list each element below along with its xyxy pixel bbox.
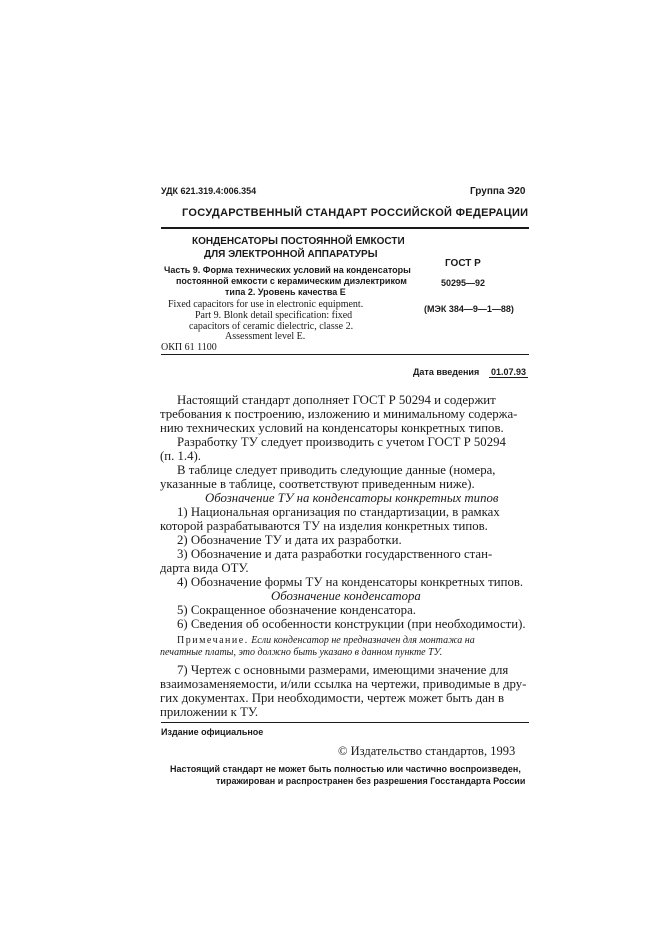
header-rule <box>161 227 529 229</box>
item1-line2: которой разрабатываются ТУ на изделия конкретных типов. <box>160 519 488 533</box>
english-title-line-1: Fixed capacitors for use in electronic equipment. <box>168 299 364 310</box>
copyright-text: Издательство стандартов, 1993 <box>350 744 516 758</box>
copyright-line <box>338 744 515 759</box>
para1-line2: требования к построению, изложению и минимальному содержа- <box>160 407 518 421</box>
item7-line1: 7) Чертеж с основными размерами, имеющими значение для <box>177 663 509 677</box>
title-line-1: КОНДЕНСАТОРЫ ПОСТОЯННОЙ ЕМКОСТИ <box>192 236 405 247</box>
note-line2: печатные платы, это должно быть указано в данном пункте ТУ. <box>160 647 443 658</box>
note-line1 <box>177 635 475 646</box>
item3-line1: 3) Обозначение и дата разработки государственного стан- <box>177 547 493 561</box>
item1-line1: 1) Национальная организация по стандартизации, в рамках <box>177 505 500 519</box>
part-line-3: типа 2. Уровень качества Е <box>225 287 346 297</box>
reproduction-notice-2: тиражирован и распространен без разрешения Госстандарта России <box>216 776 526 786</box>
copyright-icon: © <box>338 744 348 758</box>
reproduction-notice-1: Настоящий стандарт не может быть полностью или частично воспроизведен, <box>170 764 521 774</box>
date-label: Дата введения <box>413 367 480 377</box>
note-text-1: Если конденсатор не предназначен для монтажа на <box>248 635 475 646</box>
iec-reference: (МЭК 384—9—1—88) <box>424 304 514 314</box>
part-line-2: постоянной емкости с керамическим диэлектриком <box>176 276 407 286</box>
group-code: Группа Э20 <box>470 186 526 197</box>
official-edition: Издание официальное <box>161 727 264 737</box>
part-line-1: Часть 9. Форма технических условий на конденсаторы <box>164 265 411 275</box>
title-line-2: ДЛЯ ЭЛЕКТРОННОЙ АППАРАТУРЫ <box>204 249 378 260</box>
gost-label: ГОСТ Р <box>445 258 481 269</box>
english-title-line-2: Part 9. Blonk detail specification: fixed <box>195 310 353 321</box>
item5: 5) Сокращенное обозначение конденсатора. <box>177 603 416 617</box>
item2: 2) Обозначение ТУ и дата их разработки. <box>177 533 402 547</box>
para2-line1: Разработку ТУ следует производить с учетом ГОСТ Р 50294 <box>177 435 506 449</box>
english-title-line-3: capacitors of ceramic dielectric, classe 2. <box>189 321 354 332</box>
title-block-rule <box>161 354 529 355</box>
udk-code: УДК 621.319.4:006.354 <box>161 186 257 196</box>
state-standard-heading: ГОСУДАРСТВЕННЫЙ СТАНДАРТ РОССИЙСКОЙ ФЕДЕРАЦИИ <box>182 207 529 219</box>
para3-line1: В таблице следует приводить следующие данные (номера, <box>177 463 496 477</box>
item7-line2: взаимозаменяемости, и/или ссылка на чертежи, приводимые в дру- <box>160 677 527 691</box>
item7-line3: гих документах. При необходимости, чертеж может быть дан в <box>160 691 504 705</box>
item4: 4) Обозначение формы ТУ на конденсаторы конкретных типов. <box>177 575 524 589</box>
para3-line2: указанные в таблице, соответствуют приведенным ниже). <box>160 477 475 491</box>
subheading-capacitor-designation: Обозначение конденсатора <box>271 589 421 603</box>
subheading-tu-designation: Обозначение ТУ на конденсаторы конкретных типов <box>205 491 499 505</box>
para2-line2: (п. 1.4). <box>160 449 201 463</box>
para1-line3: нию технических условий на конденсаторы конкретных типов. <box>160 421 504 435</box>
item3-line2: дарта вида ОТУ. <box>160 561 249 575</box>
footer-rule <box>161 722 529 723</box>
para1-line1: Настоящий стандарт дополняет ГОСТ Р 50294 и содержит <box>177 393 496 407</box>
item6: 6) Сведения об особенности конструкции (при необходимости). <box>177 617 526 631</box>
item7-line4: приложении к ТУ. <box>160 705 259 719</box>
note-label: Примечание. <box>177 635 249 646</box>
gost-number: 50295—92 <box>441 278 486 288</box>
okp-code: ОКП 61 1100 <box>161 342 217 353</box>
date-value: 01.07.93 <box>491 367 527 377</box>
english-title-line-4: Assessment level E. <box>225 331 306 342</box>
